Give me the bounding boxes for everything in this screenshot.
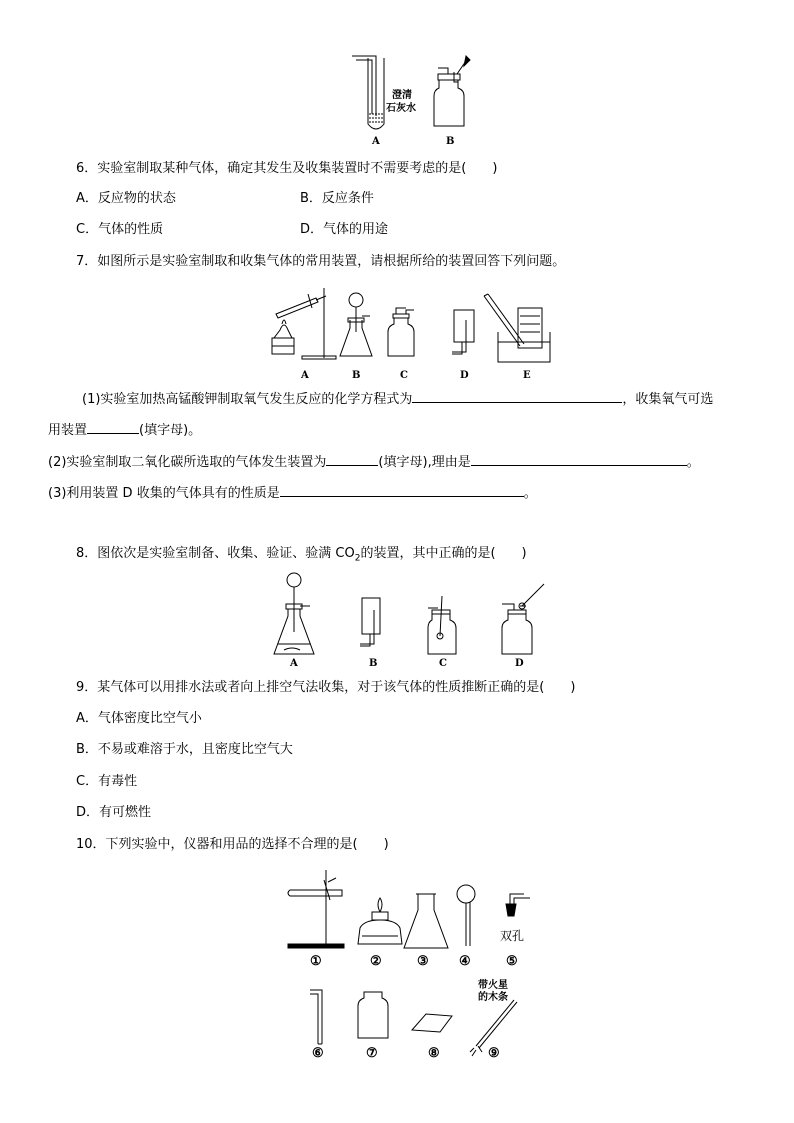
q9-stem: 9．某气体可以用排水法或者向上排空气法收集，对于该气体的性质推断正确的是( ) xyxy=(76,680,576,695)
q10-label-7: ⑦ xyxy=(366,1046,378,1061)
q10-stem: 10．下列实验中，仪器和用品的选择不合理的是( ) xyxy=(76,837,389,852)
q10-row1-drawing xyxy=(284,864,544,974)
figure-q10-row1 xyxy=(284,864,544,974)
q8-stem-text-b: 的装置，其中正确的是( ) xyxy=(360,546,527,561)
q9-option-b: B．不易或难溶于水，且密度比空气大 xyxy=(76,742,293,757)
q7-label-C: C xyxy=(400,370,408,381)
q7-sub3-line xyxy=(48,484,537,502)
q9-option-c: C．有毒性 xyxy=(76,774,138,789)
q10-label-8: ⑧ xyxy=(428,1046,440,1061)
figure-q10-row2 xyxy=(300,976,530,1062)
q7-label-E: E xyxy=(523,370,531,381)
q7-sub1-line2 xyxy=(48,421,201,439)
q10-label-3: ③ xyxy=(417,954,429,969)
q8-stem-subscript: 2 xyxy=(354,553,361,564)
top-apparatus-drawing xyxy=(340,52,480,152)
q10-label-5: ⑤ xyxy=(506,954,518,969)
q7-sub1-text-d: (填字母)。 xyxy=(139,423,202,438)
match-tag-line2: 的木条 xyxy=(478,992,508,1003)
q6-option-c: C．气体的性质 xyxy=(76,222,164,237)
q7-label-B: B xyxy=(352,370,361,381)
q7-sub2-line xyxy=(48,453,700,471)
q7-sub1-text-c: 用装置 xyxy=(48,423,88,438)
q7-apparatus-drawing xyxy=(262,280,552,384)
q7-label-D: D xyxy=(460,370,469,381)
q7-sub1-text-a: (1)实验室加热高锰酸钾制取氧气发生反应的化学方程式为 xyxy=(82,392,413,407)
q8-label-C: C xyxy=(439,658,447,669)
q10-label-9: ⑨ xyxy=(488,1046,500,1061)
q8-apparatus-drawing xyxy=(266,570,550,670)
q7-sub2-reason-blank[interactable] xyxy=(471,453,687,466)
q6-option-b: B．反应条件 xyxy=(300,191,374,206)
q7-stem: 7．如图所示是实验室制取和收集气体的常用装置，请根据所给的装置回答下列问题。 xyxy=(76,254,566,269)
q8-stem xyxy=(76,546,527,562)
q7-sub1-line1 xyxy=(82,390,713,408)
q8-stem-text-a: 8．图依次是实验室制备、收集、验证、验满 CO xyxy=(76,546,355,561)
q7-sub1-text-b: ，收集氧气可选 xyxy=(622,392,714,407)
q8-label-B: B xyxy=(369,658,378,669)
limewater-tag-line1: 澄清 xyxy=(392,90,412,101)
figure-top-apparatus xyxy=(340,52,480,152)
match-tag-line1: 带火星 xyxy=(478,980,508,991)
q8-label-A: A xyxy=(290,658,298,669)
limewater-tag-line2: 石灰水 xyxy=(386,103,416,114)
q7-sub3-answer-blank[interactable] xyxy=(280,484,524,497)
q7-sub3-text-a: (3)利用装置 D 收集的气体具有的性质是 xyxy=(48,486,280,501)
q6-option-a: A．反应物的状态 xyxy=(76,191,176,206)
q7-sub2-device-blank[interactable] xyxy=(326,453,378,466)
q6-option-d: D．气体的用途 xyxy=(300,222,389,237)
q7-sub3-text-b: 。 xyxy=(523,486,537,501)
q8-label-D: D xyxy=(515,658,524,669)
q7-label-A: A xyxy=(301,370,309,381)
q7-sub2-text-c: 。 xyxy=(686,455,700,470)
figure-q7-apparatus xyxy=(262,280,552,384)
q7-sub1-answer-blank[interactable] xyxy=(412,390,622,403)
q9-option-a: A．气体密度比空气小 xyxy=(76,711,202,726)
figure-label-B: B xyxy=(446,136,455,147)
q10-label-6: ⑥ xyxy=(312,1046,324,1061)
q9-option-d: D．有可燃性 xyxy=(76,805,152,820)
q7-sub2-text-b: (填字母),理由是 xyxy=(378,455,471,470)
q10-label-2: ② xyxy=(370,954,382,969)
figure-q8-apparatus xyxy=(266,570,550,670)
q7-sub2-text-a: (2)实验室制取二氧化碳所选取的气体发生装置为 xyxy=(48,455,327,470)
q10-label-1: ① xyxy=(310,954,322,969)
stopper-tag: 双孔 xyxy=(500,929,525,943)
q10-label-4: ④ xyxy=(459,954,471,969)
figure-label-A: A xyxy=(372,136,380,147)
q6-stem: 6．实验室制取某种气体，确定其发生及收集装置时不需要考虑的是( ) xyxy=(76,161,498,176)
q7-sub1-device-blank[interactable] xyxy=(87,421,139,434)
